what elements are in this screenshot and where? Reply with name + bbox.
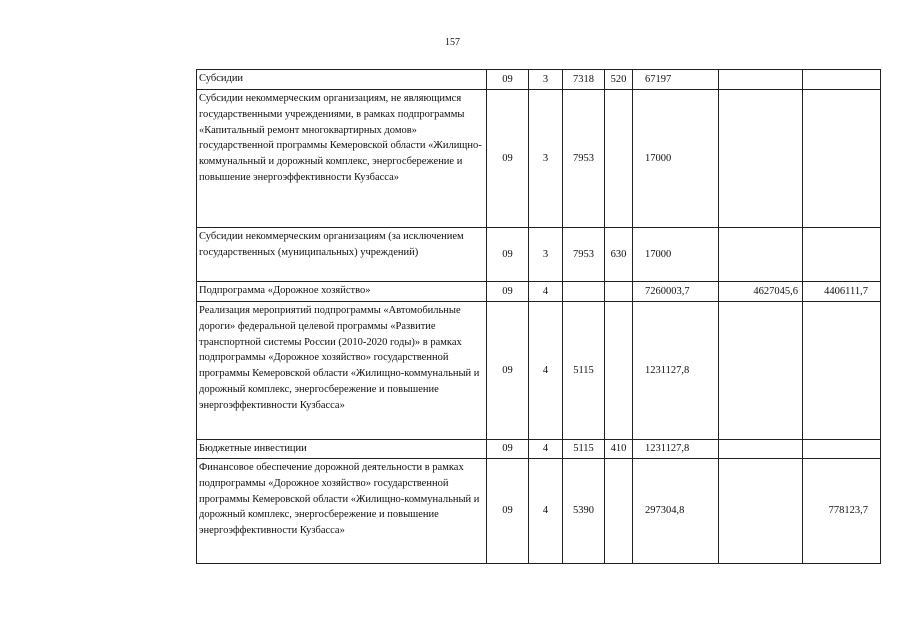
prz-cell: 4	[529, 302, 563, 440]
cs-cell	[563, 282, 605, 302]
cs-cell: 5390	[563, 459, 605, 564]
prz-cell: 4	[529, 440, 563, 459]
sum3-cell: 4406111,7	[803, 282, 881, 302]
sum1-cell: 1231127,8	[633, 440, 719, 459]
rz-cell: 09	[487, 228, 529, 282]
vr-cell	[605, 282, 633, 302]
sum1-cell: 67197	[633, 70, 719, 90]
sum2-cell	[719, 459, 803, 564]
rz-cell: 09	[487, 90, 529, 228]
rz-cell: 09	[487, 440, 529, 459]
row-name: Реализация мероприятий подпрограммы «Автомобильные дороги» федеральной целевой программы «Развитие транспортной системы России (2010-2020 годы)» в рамках подпрограммы «Дорожное хозяйство» государственной программы Кемеровской области «Жилищно-коммунальный и дорожный комплекс, энергосбережение и повышение энергоэффективности Кузбасса»	[197, 302, 487, 440]
sum2-cell	[719, 228, 803, 282]
cs-cell: 7953	[563, 228, 605, 282]
cs-cell: 7953	[563, 90, 605, 228]
table-row	[197, 282, 881, 302]
sum2-cell	[719, 70, 803, 90]
sum1-cell: 7260003,7	[633, 282, 719, 302]
rz-cell: 09	[487, 70, 529, 90]
row-name: Бюджетные инвестиции	[197, 440, 487, 459]
row-name: Субсидии некоммерческим организациям (за исключением государственных (муниципальных) учреждений)	[197, 228, 487, 282]
vr-cell	[605, 90, 633, 228]
sum2-cell	[719, 440, 803, 459]
sum3-cell	[803, 440, 881, 459]
prz-cell: 3	[529, 70, 563, 90]
sum3-cell: 778123,7	[803, 459, 881, 564]
table-row	[197, 302, 881, 440]
sum1-cell: 297304,8	[633, 459, 719, 564]
vr-cell	[605, 459, 633, 564]
prz-cell: 4	[529, 282, 563, 302]
sum3-cell	[803, 302, 881, 440]
sum1-cell: 17000	[633, 90, 719, 228]
sum3-cell	[803, 228, 881, 282]
sum1-cell: 17000	[633, 228, 719, 282]
vr-cell: 630	[605, 228, 633, 282]
sum1-cell: 1231127,8	[633, 302, 719, 440]
sum3-cell	[803, 70, 881, 90]
vr-cell: 520	[605, 70, 633, 90]
vr-cell	[605, 302, 633, 440]
rz-cell: 09	[487, 302, 529, 440]
row-name: Подпрограмма «Дорожное хозяйство»	[197, 282, 487, 302]
row-name: Субсидии некоммерческим организациям, не являющимся государственными учреждениями, в рамках подпрограммы «Капитальный ремонт многоквартирных домов» государственной программы Кемеровской области «Жилищно-коммунальный и дорожный комплекс, энергосбережение и повышение энергоэффективности Кузбасса»	[197, 90, 487, 228]
cs-cell: 5115	[563, 302, 605, 440]
cs-cell: 7318	[563, 70, 605, 90]
vr-cell: 410	[605, 440, 633, 459]
prz-cell: 3	[529, 228, 563, 282]
rz-cell: 09	[487, 282, 529, 302]
table-row	[197, 228, 881, 282]
table-row	[197, 459, 881, 564]
row-name: Субсидии	[197, 70, 487, 90]
table-row	[197, 70, 881, 90]
budget-table	[196, 69, 881, 564]
sum2-cell: 4627045,6	[719, 282, 803, 302]
prz-cell: 4	[529, 459, 563, 564]
rz-cell: 09	[487, 459, 529, 564]
table-row	[197, 440, 881, 459]
table-row	[197, 90, 881, 228]
row-name: Финансовое обеспечение дорожной деятельности в рамках подпрограммы «Дорожное хозяйство» государственной программы Кемеровской области «Жилищно-коммунальный и дорожный комплекс, энергосбережение и повышение энергоэффективности Кузбасса»	[197, 459, 487, 564]
sum2-cell	[719, 90, 803, 228]
cs-cell: 5115	[563, 440, 605, 459]
prz-cell: 3	[529, 90, 563, 228]
page-number: 157	[445, 37, 460, 48]
sum3-cell	[803, 90, 881, 228]
sum2-cell	[719, 302, 803, 440]
